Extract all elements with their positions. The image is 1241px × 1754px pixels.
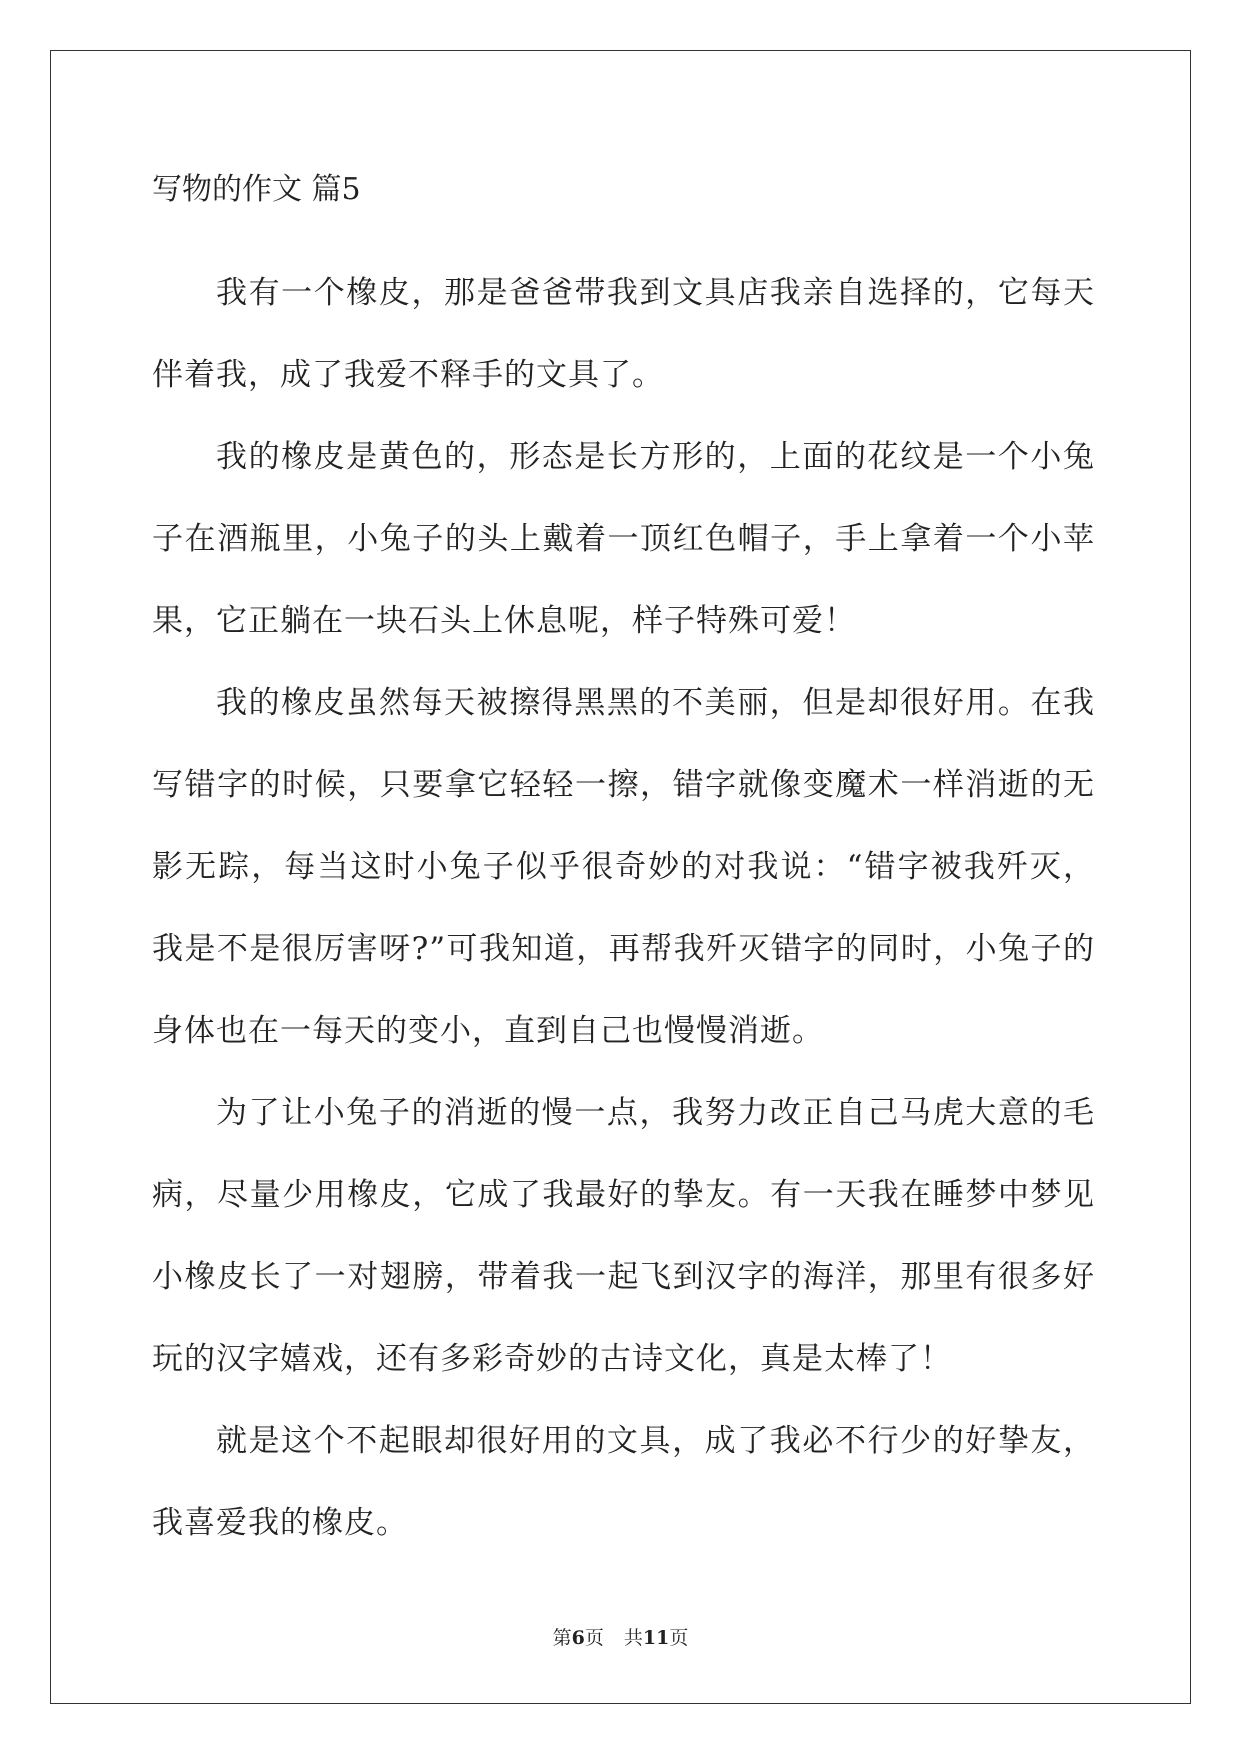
current-page-number: 6	[571, 1627, 585, 1649]
page-mid: 页	[584, 1627, 604, 1649]
paragraph-5: 就是这个不起眼却很好用的文具，成了我必不行少的好挚友，我喜爱我的橡皮。	[152, 1423, 1095, 1541]
page-footer	[0, 1626, 1241, 1650]
total-prefix: 共	[623, 1627, 643, 1649]
document-body	[152, 170, 1095, 1564]
paragraph-2: 我的橡皮是黄色的，形态是长方形的，上面的花纹是一个小兔子在酒瓶里，小兔子的头上戴着一顶红色帽子，手上拿着一个小苹果，它正躺在一块石头上休息呢，样子特殊可爱！	[152, 439, 1095, 639]
page-prefix: 第	[552, 1627, 572, 1649]
paragraph-4: 为了让小兔子的消逝的慢一点，我努力改正自己马虎大意的毛病，尽量少用橡皮，它成了我最好的挚友。有一天我在睡梦中梦见小橡皮长了一对翅膀，带着我一起飞到汉字的海洋，那里有很多好玩的汉字嬉戏，还有多彩奇妙的古诗文化，真是太棒了！	[152, 1095, 1095, 1377]
paragraph-1: 我有一个橡皮，那是爸爸带我到文具店我亲自选择的，它每天伴着我，成了我爱不释手的文具了。	[152, 275, 1095, 393]
total-suffix: 页	[669, 1627, 689, 1649]
essay-heading: 写物的作文 篇5	[152, 172, 361, 207]
total-page-number: 11	[642, 1627, 670, 1649]
paragraph-3: 我的橡皮虽然每天被擦得黑黑的不美丽，但是却很好用。在我写错字的时候，只要拿它轻轻一擦，错字就像变魔术一样消逝的无影无踪，每当这时小兔子似乎很奇妙的对我说：“错字被我歼灭，我是不是很厉害呀?”可我知道，再帮我歼灭错字的同时，小兔子的身体也在一每天的变小，直到自己也慢慢消逝。	[152, 685, 1095, 1049]
